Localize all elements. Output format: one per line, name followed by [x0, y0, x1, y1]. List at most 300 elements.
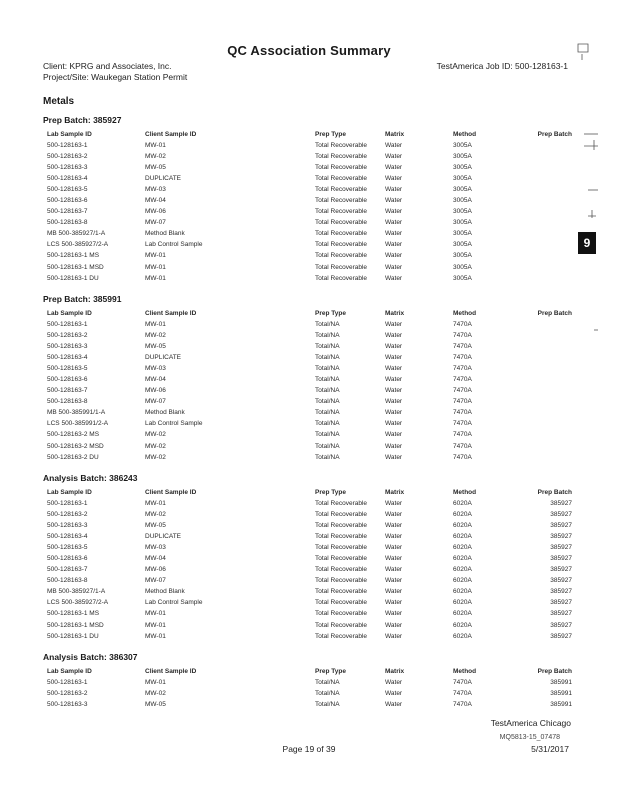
- table-header-row: [47, 667, 572, 677]
- cell-prep-batch: 385927: [550, 577, 572, 585]
- cell-prep-type: Total Recoverable: [315, 230, 368, 238]
- cell-matrix: Water: [385, 511, 403, 519]
- table-row: [47, 140, 572, 151]
- footer-page-number: Page 19 of 39: [282, 744, 336, 754]
- cell-lab-sample-id: 500-128163-1 MS: [47, 610, 100, 618]
- cell-lab-sample-id: 500-128163-2: [47, 332, 88, 340]
- table-row: [47, 184, 572, 195]
- cell-matrix: Water: [385, 679, 403, 687]
- table-row: [47, 228, 572, 239]
- table-row: [47, 441, 572, 452]
- footer-doc-id: MQ5813-15_07478: [499, 734, 560, 741]
- cell-matrix: Water: [385, 208, 403, 216]
- column-header-prep-type: Prep Type: [315, 489, 346, 496]
- cell-client-sample-id: MW-03: [145, 186, 166, 194]
- cell-lab-sample-id: 500-128163-7: [47, 566, 88, 574]
- cell-lab-sample-id: 500-128163-1 DU: [47, 274, 99, 282]
- batch-heading: Prep Batch: 385991: [43, 294, 122, 304]
- cell-prep-batch: 385927: [550, 533, 572, 541]
- cell-lab-sample-id: 500-128163-2: [47, 511, 88, 519]
- cell-lab-sample-id: 500-128163-1 MS: [47, 252, 100, 260]
- cell-lab-sample-id: 500-128163-7: [47, 208, 88, 216]
- cell-method: 7470A: [453, 398, 472, 406]
- table-row: [47, 608, 572, 619]
- cell-prep-type: Total Recoverable: [315, 577, 368, 585]
- cell-client-sample-id: Method Blank: [145, 588, 185, 596]
- cell-matrix: Water: [385, 442, 403, 450]
- cell-matrix: Water: [385, 252, 403, 260]
- cell-prep-batch: 385991: [550, 701, 572, 709]
- cell-method: 3005A: [453, 241, 472, 249]
- cell-prep-type: Total Recoverable: [315, 219, 368, 227]
- batch-heading: Prep Batch: 385927: [43, 115, 122, 125]
- cell-client-sample-id: MW-01: [145, 500, 166, 508]
- cell-method: 3005A: [453, 252, 472, 260]
- column-header-matrix: Matrix: [385, 489, 405, 496]
- cell-method: 7470A: [453, 431, 472, 439]
- cell-prep-type: Total/NA: [315, 321, 340, 329]
- cell-prep-type: Total/NA: [315, 453, 340, 461]
- table-row: [47, 330, 572, 341]
- cell-client-sample-id: MW-07: [145, 398, 166, 406]
- cell-client-sample-id: MW-04: [145, 197, 166, 205]
- cell-matrix: Water: [385, 533, 403, 541]
- column-header-method: Method: [453, 668, 477, 675]
- table-header-row: [47, 130, 572, 140]
- cell-method: 3005A: [453, 263, 472, 271]
- cell-method: 7470A: [453, 365, 472, 373]
- cell-matrix: Water: [385, 197, 403, 205]
- column-header-prep-type: Prep Type: [315, 131, 346, 138]
- cell-lab-sample-id: 500-128163-3: [47, 343, 88, 351]
- cell-prep-type: Total/NA: [315, 690, 340, 698]
- cell-lab-sample-id: 500-128163-8: [47, 577, 88, 585]
- cell-client-sample-id: MW-02: [145, 442, 166, 450]
- column-header-client-sample-id: Client Sample ID: [145, 131, 197, 138]
- column-header-method: Method: [453, 131, 477, 138]
- cell-matrix: Water: [385, 409, 403, 417]
- table-row: [47, 217, 572, 228]
- cell-lab-sample-id: LCS 500-385991/2-A: [47, 420, 109, 428]
- cell-matrix: Water: [385, 566, 403, 574]
- cell-prep-type: Total Recoverable: [315, 511, 368, 519]
- table-row: [47, 173, 572, 184]
- table-row: [47, 396, 572, 407]
- cell-prep-batch: [515, 363, 572, 374]
- table-row: [47, 429, 572, 440]
- footer-date: 5/31/2017: [531, 744, 569, 754]
- cell-prep-type: Total Recoverable: [315, 252, 368, 260]
- cell-lab-sample-id: 500-128163-5: [47, 365, 88, 373]
- cell-prep-type: Total/NA: [315, 332, 340, 340]
- cell-prep-batch: 385927: [550, 610, 572, 618]
- cell-client-sample-id: MW-05: [145, 164, 166, 172]
- cell-lab-sample-id: MB 500-385927/1-A: [47, 230, 106, 238]
- column-header-client-sample-id: Client Sample ID: [145, 668, 197, 675]
- cell-prep-batch: [515, 151, 572, 162]
- cell-method: 6020A: [453, 632, 472, 640]
- cell-prep-batch: [515, 319, 572, 330]
- cell-method: 6020A: [453, 588, 472, 596]
- column-header-lab-sample-id: Lab Sample ID: [47, 489, 92, 496]
- cell-matrix: Water: [385, 555, 403, 563]
- cell-matrix: Water: [385, 321, 403, 329]
- cell-matrix: Water: [385, 354, 403, 362]
- cell-prep-type: Total Recoverable: [315, 186, 368, 194]
- cell-client-sample-id: MW-01: [145, 321, 166, 329]
- cell-client-sample-id: MW-02: [145, 511, 166, 519]
- cell-prep-type: Total Recoverable: [315, 610, 368, 618]
- cell-matrix: Water: [385, 431, 403, 439]
- cell-prep-type: Total Recoverable: [315, 241, 368, 249]
- table-row: [47, 597, 572, 608]
- cell-prep-batch: 385927: [550, 566, 572, 574]
- cell-client-sample-id: MW-01: [145, 610, 166, 618]
- cell-method: 7470A: [453, 701, 472, 709]
- cell-lab-sample-id: 500-128163-1: [47, 142, 88, 150]
- cell-prep-type: Total/NA: [315, 431, 340, 439]
- cell-client-sample-id: MW-01: [145, 632, 166, 640]
- batch-table: [47, 667, 572, 710]
- table-row: [47, 206, 572, 217]
- column-header-matrix: Matrix: [385, 668, 405, 675]
- cell-client-sample-id: Lab Control Sample: [145, 241, 203, 249]
- cell-lab-sample-id: MB 500-385991/1-A: [47, 409, 106, 417]
- cell-client-sample-id: MW-02: [145, 431, 166, 439]
- cell-prep-type: Total/NA: [315, 409, 340, 417]
- section-tab-badge: 9: [578, 232, 596, 254]
- cell-method: 6020A: [453, 566, 472, 574]
- cell-prep-type: Total Recoverable: [315, 153, 368, 161]
- cell-prep-type: Total Recoverable: [315, 599, 368, 607]
- table-row: [47, 319, 572, 330]
- batch-heading: Analysis Batch: 386307: [43, 652, 138, 662]
- cell-prep-batch: [515, 162, 572, 173]
- cell-prep-type: Total Recoverable: [315, 588, 368, 596]
- cell-client-sample-id: DUPLICATE: [145, 533, 181, 541]
- cell-matrix: Water: [385, 175, 403, 183]
- cell-lab-sample-id: 500-128163-5: [47, 544, 88, 552]
- cell-lab-sample-id: 500-128163-3: [47, 164, 88, 172]
- cell-prep-batch: 385927: [550, 555, 572, 563]
- cell-lab-sample-id: MB 500-385927/1-A: [47, 588, 106, 596]
- cell-prep-type: Total/NA: [315, 387, 340, 395]
- cell-prep-batch: [515, 184, 572, 195]
- project-line: Project/Site: Waukegan Station Permit: [43, 72, 188, 82]
- cell-lab-sample-id: 500-128163-3: [47, 522, 88, 530]
- cell-lab-sample-id: 500-128163-4: [47, 354, 88, 362]
- batch-heading: Analysis Batch: 386243: [43, 473, 138, 483]
- cell-prep-type: Total Recoverable: [315, 621, 368, 629]
- table-row: [47, 385, 572, 396]
- cell-client-sample-id: MW-02: [145, 153, 166, 161]
- cell-matrix: Water: [385, 599, 403, 607]
- cell-prep-type: Total/NA: [315, 442, 340, 450]
- cell-client-sample-id: MW-03: [145, 365, 166, 373]
- table-row: [47, 575, 572, 586]
- cell-matrix: Water: [385, 387, 403, 395]
- cell-lab-sample-id: 500-128163-1 DU: [47, 632, 99, 640]
- cell-client-sample-id: MW-01: [145, 263, 166, 271]
- cell-prep-type: Total Recoverable: [315, 566, 368, 574]
- cell-method: 3005A: [453, 153, 472, 161]
- cell-prep-batch: [515, 273, 572, 284]
- cell-prep-type: Total Recoverable: [315, 263, 368, 271]
- cell-prep-type: Total Recoverable: [315, 522, 368, 530]
- table-row: [47, 688, 572, 699]
- cell-prep-batch: [515, 341, 572, 352]
- cell-lab-sample-id: 500-128163-1: [47, 321, 88, 329]
- cell-prep-batch: [515, 195, 572, 206]
- cell-client-sample-id: MW-01: [145, 621, 166, 629]
- cell-lab-sample-id: 500-128163-6: [47, 376, 88, 384]
- cell-client-sample-id: MW-02: [145, 690, 166, 698]
- cell-lab-sample-id: 500-128163-1: [47, 679, 88, 687]
- section-heading: Metals: [43, 96, 75, 107]
- cell-method: 7470A: [453, 442, 472, 450]
- cell-client-sample-id: Method Blank: [145, 409, 185, 417]
- cell-matrix: Water: [385, 398, 403, 406]
- cell-method: 3005A: [453, 208, 472, 216]
- batch-table: [47, 488, 572, 642]
- cell-method: 7470A: [453, 679, 472, 687]
- cell-prep-type: Total/NA: [315, 701, 340, 709]
- cell-lab-sample-id: 500-128163-2 MS: [47, 431, 100, 439]
- cell-method: 6020A: [453, 511, 472, 519]
- cell-method: 7470A: [453, 321, 472, 329]
- cell-method: 6020A: [453, 621, 472, 629]
- cell-client-sample-id: MW-06: [145, 566, 166, 574]
- cell-matrix: Water: [385, 632, 403, 640]
- cell-method: 3005A: [453, 274, 472, 282]
- cell-prep-batch: [515, 239, 572, 250]
- table-row: [47, 542, 572, 553]
- page-title: QC Association Summary: [227, 43, 391, 58]
- cell-lab-sample-id: LCS 500-385927/2-A: [47, 241, 109, 249]
- cell-client-sample-id: MW-01: [145, 252, 166, 260]
- table-row: [47, 273, 572, 284]
- cell-client-sample-id: MW-02: [145, 453, 166, 461]
- cell-method: 3005A: [453, 230, 472, 238]
- cell-matrix: Water: [385, 365, 403, 373]
- batch-table: [47, 309, 572, 463]
- cell-method: 3005A: [453, 164, 472, 172]
- column-header-prep-batch: Prep Batch: [537, 310, 572, 317]
- table-row: [47, 418, 572, 429]
- cell-matrix: Water: [385, 577, 403, 585]
- cell-prep-batch: [515, 140, 572, 151]
- cell-lab-sample-id: 500-128163-2 MSD: [47, 442, 104, 450]
- cell-lab-sample-id: 500-128163-1 MSD: [47, 621, 104, 629]
- cell-client-sample-id: DUPLICATE: [145, 175, 181, 183]
- cell-client-sample-id: MW-01: [145, 274, 166, 282]
- cell-prep-batch: [515, 250, 572, 261]
- cell-prep-type: Total Recoverable: [315, 632, 368, 640]
- cell-method: 3005A: [453, 219, 472, 227]
- cell-prep-batch: [515, 262, 572, 273]
- batch-table: [47, 130, 572, 284]
- cell-method: 7470A: [453, 387, 472, 395]
- column-header-matrix: Matrix: [385, 310, 405, 317]
- cell-client-sample-id: MW-01: [145, 142, 166, 150]
- cell-method: 7470A: [453, 332, 472, 340]
- cell-client-sample-id: MW-05: [145, 522, 166, 530]
- cell-lab-sample-id: 500-128163-4: [47, 533, 88, 541]
- cell-client-sample-id: MW-06: [145, 387, 166, 395]
- cell-prep-type: Total Recoverable: [315, 555, 368, 563]
- table-row: [47, 341, 572, 352]
- cell-method: 3005A: [453, 197, 472, 205]
- cell-prep-type: Total/NA: [315, 398, 340, 406]
- table-row: [47, 699, 572, 710]
- table-row: [47, 553, 572, 564]
- cell-prep-type: Total Recoverable: [315, 533, 368, 541]
- cell-matrix: Water: [385, 522, 403, 530]
- cell-client-sample-id: MW-01: [145, 679, 166, 687]
- cell-client-sample-id: Lab Control Sample: [145, 420, 203, 428]
- cell-prep-type: Total Recoverable: [315, 175, 368, 183]
- cell-lab-sample-id: 500-128163-7: [47, 387, 88, 395]
- cell-matrix: Water: [385, 588, 403, 596]
- cell-client-sample-id: Method Blank: [145, 230, 185, 238]
- cell-prep-type: Total Recoverable: [315, 142, 368, 150]
- cell-prep-batch: [515, 418, 572, 429]
- cell-prep-type: Total/NA: [315, 679, 340, 687]
- cell-prep-type: Total/NA: [315, 376, 340, 384]
- cell-matrix: Water: [385, 621, 403, 629]
- table-row: [47, 407, 572, 418]
- table-row: [47, 363, 572, 374]
- cell-client-sample-id: Lab Control Sample: [145, 599, 203, 607]
- cell-prep-batch: 385991: [550, 690, 572, 698]
- cell-client-sample-id: MW-06: [145, 208, 166, 216]
- cell-prep-batch: 385927: [550, 588, 572, 596]
- table-row: [47, 452, 572, 463]
- column-header-method: Method: [453, 310, 477, 317]
- cell-method: 7470A: [453, 453, 472, 461]
- cell-matrix: Water: [385, 376, 403, 384]
- cell-lab-sample-id: 500-128163-3: [47, 701, 88, 709]
- cell-matrix: Water: [385, 153, 403, 161]
- cell-client-sample-id: MW-07: [145, 577, 166, 585]
- cell-prep-batch: [515, 385, 572, 396]
- edge-marks-icon: [572, 40, 600, 340]
- column-header-lab-sample-id: Lab Sample ID: [47, 668, 92, 675]
- cell-matrix: Water: [385, 420, 403, 428]
- cell-prep-batch: 385927: [550, 632, 572, 640]
- cell-prep-type: Total/NA: [315, 343, 340, 351]
- cell-prep-type: Total/NA: [315, 365, 340, 373]
- cell-method: 6020A: [453, 599, 472, 607]
- cell-lab-sample-id: 500-128163-5: [47, 186, 88, 194]
- cell-matrix: Water: [385, 241, 403, 249]
- cell-prep-batch: 385927: [550, 544, 572, 552]
- cell-method: 7470A: [453, 690, 472, 698]
- cell-prep-type: Total Recoverable: [315, 208, 368, 216]
- table-row: [47, 195, 572, 206]
- cell-lab-sample-id: 500-128163-6: [47, 197, 88, 205]
- cell-client-sample-id: MW-03: [145, 544, 166, 552]
- cell-method: 7470A: [453, 420, 472, 428]
- cell-prep-batch: [515, 228, 572, 239]
- cell-method: 3005A: [453, 175, 472, 183]
- cell-client-sample-id: DUPLICATE: [145, 354, 181, 362]
- footer-company: TestAmerica Chicago: [490, 718, 571, 728]
- cell-prep-batch: [515, 374, 572, 385]
- cell-method: 6020A: [453, 610, 472, 618]
- column-header-prep-batch: Prep Batch: [537, 489, 572, 496]
- cell-prep-batch: [515, 217, 572, 228]
- table-row: [47, 239, 572, 250]
- table-row: [47, 374, 572, 385]
- cell-matrix: Water: [385, 544, 403, 552]
- job-id: TestAmerica Job ID: 500-128163-1: [436, 61, 568, 71]
- column-header-matrix: Matrix: [385, 131, 405, 138]
- cell-matrix: Water: [385, 230, 403, 238]
- cell-method: 3005A: [453, 142, 472, 150]
- cell-prep-batch: [515, 452, 572, 463]
- cell-matrix: Water: [385, 690, 403, 698]
- table-row: [47, 250, 572, 261]
- cell-lab-sample-id: 500-128163-6: [47, 555, 88, 563]
- table-row: [47, 162, 572, 173]
- cell-prep-type: Total Recoverable: [315, 500, 368, 508]
- cell-matrix: Water: [385, 263, 403, 271]
- cell-method: 7470A: [453, 343, 472, 351]
- column-header-client-sample-id: Client Sample ID: [145, 310, 197, 317]
- cell-method: 6020A: [453, 533, 472, 541]
- cell-prep-batch: 385927: [550, 500, 572, 508]
- column-header-lab-sample-id: Lab Sample ID: [47, 131, 92, 138]
- cell-lab-sample-id: 500-128163-8: [47, 219, 88, 227]
- cell-client-sample-id: MW-04: [145, 376, 166, 384]
- cell-prep-batch: 385991: [550, 679, 572, 687]
- cell-client-sample-id: MW-04: [145, 555, 166, 563]
- cell-matrix: Water: [385, 142, 403, 150]
- cell-method: 3005A: [453, 186, 472, 194]
- cell-prep-batch: [515, 173, 572, 184]
- table-row: [47, 151, 572, 162]
- cell-prep-batch: [515, 441, 572, 452]
- cell-lab-sample-id: 500-128163-8: [47, 398, 88, 406]
- cell-method: 6020A: [453, 500, 472, 508]
- cell-prep-type: Total Recoverable: [315, 197, 368, 205]
- cell-lab-sample-id: 500-128163-4: [47, 175, 88, 183]
- cell-lab-sample-id: LCS 500-385927/2-A: [47, 599, 109, 607]
- cell-prep-batch: [515, 429, 572, 440]
- column-header-prep-batch: Prep Batch: [537, 131, 572, 138]
- cell-method: 6020A: [453, 577, 472, 585]
- cell-method: 6020A: [453, 522, 472, 530]
- cell-method: 6020A: [453, 555, 472, 563]
- table-row: [47, 586, 572, 597]
- cell-prep-batch: 385927: [550, 599, 572, 607]
- cell-prep-type: Total Recoverable: [315, 164, 368, 172]
- cell-prep-batch: 385927: [550, 511, 572, 519]
- table-row: [47, 564, 572, 575]
- cell-lab-sample-id: 500-128163-2: [47, 153, 88, 161]
- column-header-prep-type: Prep Type: [315, 310, 346, 317]
- cell-prep-type: Total/NA: [315, 420, 340, 428]
- cell-prep-type: Total/NA: [315, 354, 340, 362]
- cell-matrix: Water: [385, 343, 403, 351]
- cell-client-sample-id: MW-07: [145, 219, 166, 227]
- column-header-lab-sample-id: Lab Sample ID: [47, 310, 92, 317]
- cell-prep-batch: [515, 206, 572, 217]
- table-row: [47, 262, 572, 273]
- cell-prep-type: Total Recoverable: [315, 544, 368, 552]
- cell-lab-sample-id: 500-128163-2 DU: [47, 453, 99, 461]
